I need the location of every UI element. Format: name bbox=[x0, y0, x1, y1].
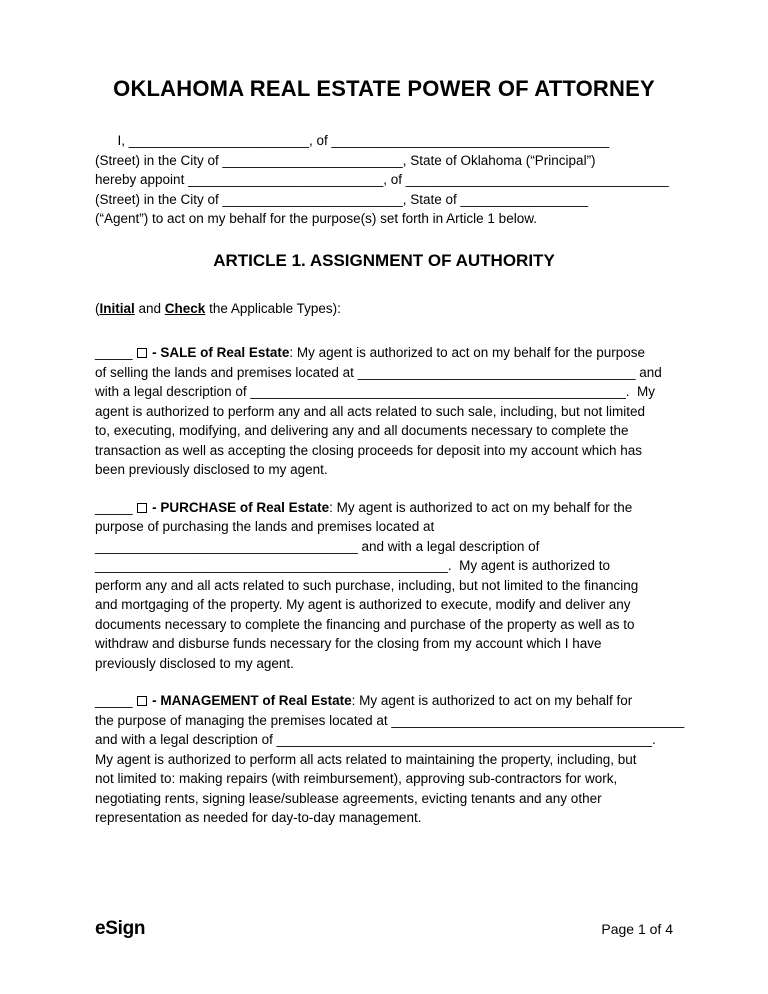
text-segment: (Street) in the City of ________________________, State of _________________ bbox=[95, 191, 589, 207]
text-line bbox=[95, 576, 673, 596]
text-line bbox=[95, 402, 673, 422]
text-line bbox=[95, 711, 685, 731]
text-line bbox=[95, 517, 673, 537]
text-line bbox=[95, 441, 673, 461]
text-segment: representation as needed for day-to-day management. bbox=[95, 810, 422, 825]
purchase-initial-blank[interactable]: _____ bbox=[95, 499, 133, 515]
management-initial-blank[interactable]: _____ bbox=[95, 693, 133, 708]
text-line bbox=[95, 556, 673, 576]
text-segment: previously disclosed to my agent. bbox=[95, 655, 294, 671]
text-segment: : My agent is authorized to act on my behalf for bbox=[351, 693, 633, 708]
text-segment bbox=[133, 345, 137, 360]
text-segment: _______________________________________________. My agent is authorized to bbox=[95, 558, 610, 573]
text-line bbox=[95, 498, 673, 518]
text-segment: ___________________________________ and with a legal description of bbox=[95, 538, 540, 554]
text-segment: been previously disclosed to my agent. bbox=[95, 462, 328, 477]
text-segment: purpose of purchasing the lands and premises located at bbox=[95, 519, 435, 534]
text-segment: the Applicable Types): bbox=[205, 300, 341, 316]
esign-logo: eSign bbox=[95, 918, 146, 939]
text-line bbox=[95, 170, 673, 190]
sale-checkbox-icon[interactable] bbox=[137, 348, 147, 358]
text-segment: (Street) in the City of ________________________, State of Oklahoma (“Principal”) bbox=[95, 152, 596, 168]
document-title: OKLAHOMA REAL ESTATE POWER OF ATTORNEY bbox=[113, 76, 655, 101]
text-line bbox=[95, 421, 673, 441]
text-segment: Initial bbox=[99, 300, 135, 316]
text-segment bbox=[133, 500, 137, 515]
section-sale-of-real-estate bbox=[95, 343, 673, 480]
text-line bbox=[95, 131, 673, 151]
text-line bbox=[95, 343, 673, 363]
text-segment: ( bbox=[95, 300, 100, 316]
text-line bbox=[95, 769, 673, 789]
text-line bbox=[95, 750, 673, 770]
text-line bbox=[95, 299, 673, 319]
text-segment: negotiating rents, signing lease/sublease agreements, evicting tenants and any other bbox=[95, 790, 602, 806]
text-line bbox=[95, 634, 673, 654]
text-segment: My agent is authorized to perform all acts related to maintaining the property, including, but bbox=[95, 751, 637, 767]
text-segment: and bbox=[134, 300, 165, 316]
purchase-checkbox-icon[interactable] bbox=[137, 503, 147, 513]
text-line bbox=[95, 190, 673, 210]
section-purchase-of-real-estate bbox=[95, 498, 673, 674]
text-segment: withdraw and disburse funds necessary for the closing from my account which I have bbox=[95, 636, 602, 651]
text-line bbox=[95, 209, 673, 229]
text-line bbox=[95, 151, 673, 171]
text-segment: transaction as well as accepting the closing proceeds for deposit into my account which has bbox=[95, 442, 643, 458]
text-segment: (“Agent”) to act on my behalf for the purpose(s) set forth in Article 1 below. bbox=[95, 211, 537, 226]
text-line bbox=[95, 730, 673, 750]
instruction-line bbox=[95, 299, 673, 319]
text-segment: - MANAGEMENT of Real Estate bbox=[152, 693, 352, 708]
text-segment: not limited to: making repairs (with reimbursement), approving sub-contractors for work, bbox=[95, 771, 618, 786]
text-line bbox=[95, 460, 673, 480]
text-segment: and with a legal description of __________________________________________________. bbox=[95, 732, 656, 747]
intro-paragraph bbox=[95, 131, 673, 229]
section-management-of-real-estate bbox=[95, 691, 685, 828]
sale-initial-blank[interactable]: _____ bbox=[95, 345, 133, 360]
text-line bbox=[95, 537, 673, 557]
text-segment: hereby appoint __________________________, of ___________________________________ bbox=[95, 172, 669, 187]
text-line bbox=[95, 654, 673, 674]
text-line bbox=[95, 691, 673, 711]
text-segment: and mortgaging of the property. My agent is authorized to execute, modify and deliver any bbox=[95, 597, 631, 612]
text-segment: - PURCHASE of Real Estate bbox=[152, 499, 330, 515]
text-line bbox=[95, 789, 673, 809]
text-line bbox=[95, 363, 673, 383]
text-segment: : My agent is authorized to act on my behalf for the purpose bbox=[289, 345, 646, 360]
management-checkbox-icon[interactable] bbox=[137, 696, 147, 706]
text-segment: of selling the lands and premises located at _____________________________________ and bbox=[95, 364, 662, 380]
text-segment: - SALE of Real Estate bbox=[152, 345, 290, 360]
text-segment: Check bbox=[164, 300, 206, 316]
text-segment: to, executing, modifying, and delivering any and all documents necessary to complete the bbox=[95, 423, 629, 438]
text-line bbox=[95, 615, 673, 635]
text-segment: : My agent is authorized to act on my behalf for the bbox=[329, 499, 633, 515]
text-segment: perform any and all acts related to such purchase, including, but not limited to the financing bbox=[95, 577, 639, 593]
text-segment: with a legal description of __________________________________________________. My bbox=[95, 384, 655, 399]
page-footer bbox=[95, 918, 673, 940]
text-line bbox=[95, 808, 673, 828]
text-segment: I, ________________________, of _____________________________________ bbox=[95, 133, 610, 148]
text-line bbox=[95, 382, 673, 402]
text-line bbox=[95, 595, 673, 615]
text-segment: documents necessary to complete the financing and purchase of the property as well as to bbox=[95, 616, 635, 632]
text-segment: the purpose of managing the premises located at _______________________________________ bbox=[95, 712, 685, 728]
text-segment bbox=[133, 693, 137, 708]
page-number: Page 1 of 4 bbox=[601, 921, 673, 937]
text-segment: agent is authorized to perform any and all acts related to such sale, including, but not limited bbox=[95, 403, 646, 419]
article1-heading: ARTICLE 1. ASSIGNMENT OF AUTHORITY bbox=[213, 250, 555, 270]
